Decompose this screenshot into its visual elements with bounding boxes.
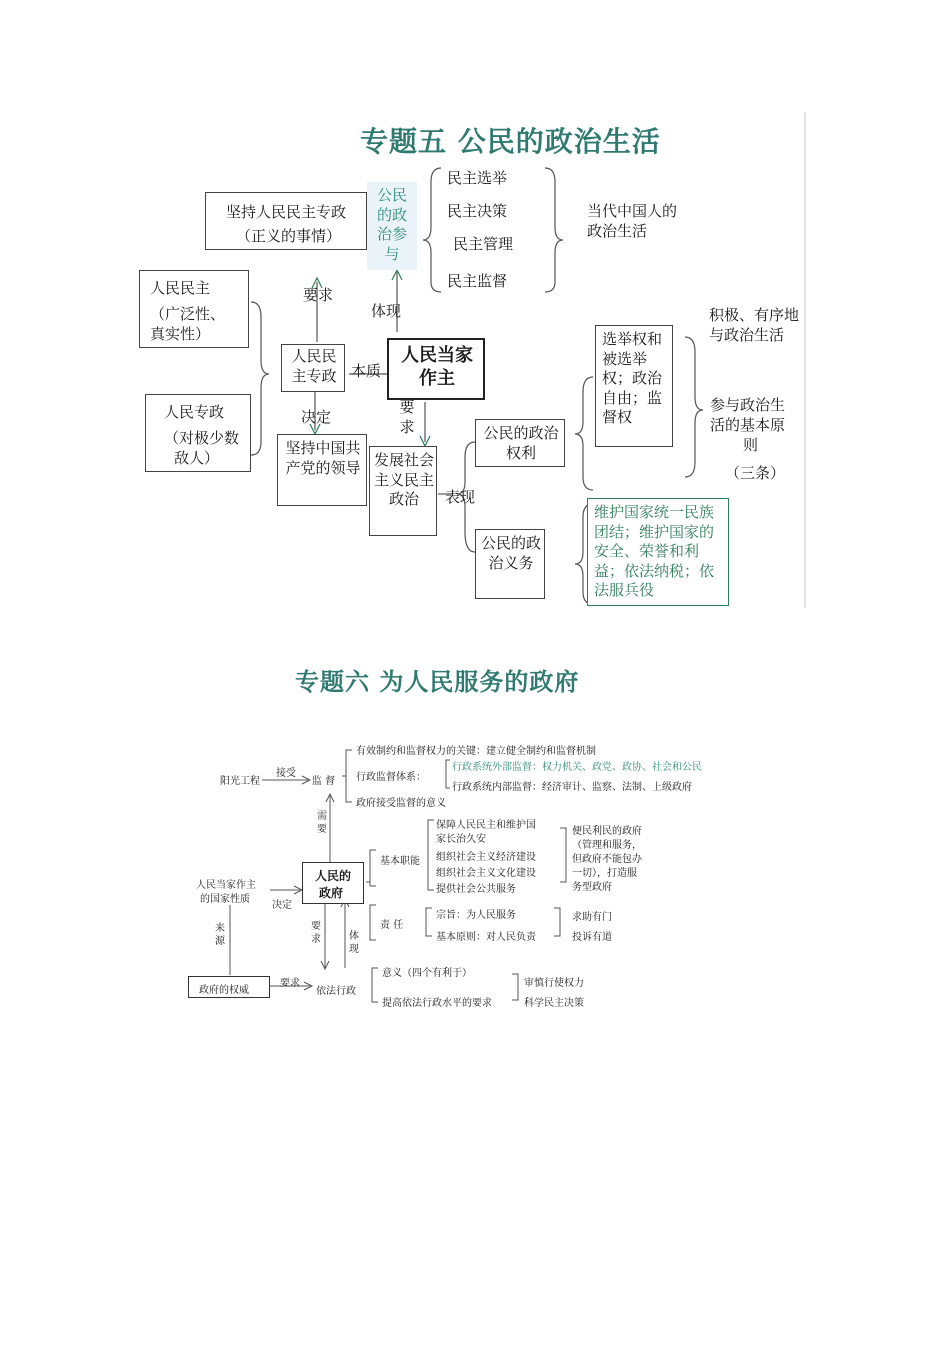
zhineng-label: 基本职能 [380,856,420,867]
quanli-label: 公民的政治权利 [483,424,559,462]
box-dangjia [387,338,485,400]
jiandu-label: 监 督 [312,776,336,787]
waibu-text: 行政系统外部监督：权力机关、政党、政协、社会和公民 [452,762,702,773]
rm-zhuanzheng-label: 人民民主专政 [291,347,337,385]
zhengfu-line2: 政府 [319,886,344,900]
jueding-2: 决定 [272,900,292,911]
yaoqiu-mid: 要求 [399,398,415,436]
lingdao-label: 坚持中国共产党的领导 [285,439,361,477]
guojia-line2: 的国家性质 [200,894,250,905]
guojia-line1: 人民当家作主 [196,880,256,891]
zongzhi-text: 宗旨：为人民服务 [436,910,516,921]
kexue-text: 科学民主决策 [524,998,584,1009]
box-zhengfu [302,862,364,904]
box-rm-zhuanzheng [281,344,345,392]
dangjia-label: 人民当家作主 [401,345,473,390]
box-yiwu [475,529,545,599]
zhengfu-line1: 人民的 [315,869,352,883]
box-jianchi [205,192,367,250]
rmm-line3: 真实性） [150,325,211,343]
yiwu-label: 公民的政治义务 [480,534,541,572]
yuanze-line3: 则 [743,436,759,454]
zhineng-item-3: 组织社会主义文化建设 [436,868,536,879]
canyu-item-1: 民主选举 [447,169,508,187]
rmz-line3: 敌人） [174,449,220,467]
canyu-item-4: 民主监督 [447,272,508,290]
tousu-text: 投诉有道 [572,932,612,943]
jianchi-line2: （正义的事情） [236,227,342,245]
shenshen-text: 审慎行使权力 [524,978,584,989]
rmm-line1: 人民民主 [150,279,211,297]
jieshou-label: 接受 [276,768,296,779]
canyu-item-3: 民主管理 [453,235,514,253]
bianmin-5: 务型政府 [572,882,612,893]
yangguang-label: 阳光工程 [220,776,260,787]
box-quanli [475,419,565,467]
benzhi-label: 本质 [351,362,382,380]
page-title: 专题五 公民的政治生活 [360,125,661,158]
yuanze-line1: 参与政治生 [710,396,786,414]
box-fazhan [369,446,437,536]
zhineng-item-2: 组织社会主义经济建设 [436,852,536,863]
tixian-v-label: 体现 [349,931,359,955]
tixian-label: 体现 [371,302,402,320]
jiji-line2: 与政治生活 [709,326,785,344]
rmm-line2: （广泛性、 [150,305,226,323]
box-lingdao [277,434,367,506]
diagram-topic-five [135,112,810,612]
bianmin-3: 但政府不能包办 [572,854,642,865]
zhineng-item-1a: 保障人民民主和维护国 [436,820,536,831]
quanli-items: 选举权和被选举权；政治自由；监督权 [602,330,663,426]
rmz-line1: 人民专政 [164,403,225,421]
jianchi-line1: 坚持人民民主专政 [226,203,347,221]
diagram-topic-six [180,650,810,1090]
bianmin-2: （管理和服务， [572,840,642,851]
yiwu-items: 维护国家统一民族团结；维护国家的安全、荣誉和利益；依法纳税；依法服兵役 [594,503,715,599]
canyu-item-2: 民主决策 [447,202,508,220]
box-renmin-minzhu [139,270,249,348]
box-canyu [367,182,417,270]
page-title-2: 专题六 为人民服务的政府 [295,667,580,696]
dangdai-line1: 当代中国人的 [587,202,678,220]
tixi-label: 行政监督体系： [356,772,426,783]
jiji-line1: 积极、有序地 [709,306,800,324]
box-quanli-items [595,325,673,447]
qiuzhu-text: 求助有门 [572,912,612,923]
zeren-label: 责 任 [380,920,404,931]
rmz-line2: （对极少数 [164,429,240,447]
bianmin-4: 一切），打造服 [572,868,637,879]
yaoqiu-top: 要求 [303,286,334,304]
box-renmin-zhuanzheng [145,394,251,472]
zhineng-item-1b: 家长治久安 [436,834,486,845]
neibu-text: 行政系统内部监督：经济审计、监察、法制、上级政府 [452,782,692,793]
yiyi-text: 政府接受监督的意义 [356,798,446,809]
yuanze-line2: 活的基本原 [710,416,786,434]
laiyuan-label: 来源 [215,923,225,947]
key-text: 有效制约和监督权力的关键：建立健全制约和监督机制 [356,746,596,757]
tigao-text: 提高依法行政水平的要求 [382,998,492,1009]
yifa-label: 依法行政 [316,986,356,997]
quanwei-label: 政府的权威 [199,985,249,996]
bianmin-1: 便民利民的政府 [572,826,642,837]
fazhan-label: 发展社会主义民主政治 [374,451,435,508]
box-yiwu-items [587,498,729,606]
jueding-label: 决定 [301,408,332,426]
yaoqiu-h-label: 要求 [280,978,300,989]
yuanze-line4: （三条） [725,464,786,482]
xuyao-label: 需要 [317,811,327,835]
yuanze-text: 基本原则：对人民负责 [436,932,536,943]
zhineng-item-4: 提供社会公共服务 [436,884,516,895]
yaoqiu-v-label: 要求 [311,921,321,945]
biaoxian-label: 表现 [445,488,476,506]
box-quanwei [188,976,270,998]
dangdai-line2: 政治生活 [587,222,648,240]
yiyi4-text: 意义（四个有利于） [382,968,472,979]
canyu-label: 公民的政治参与 [376,186,407,263]
